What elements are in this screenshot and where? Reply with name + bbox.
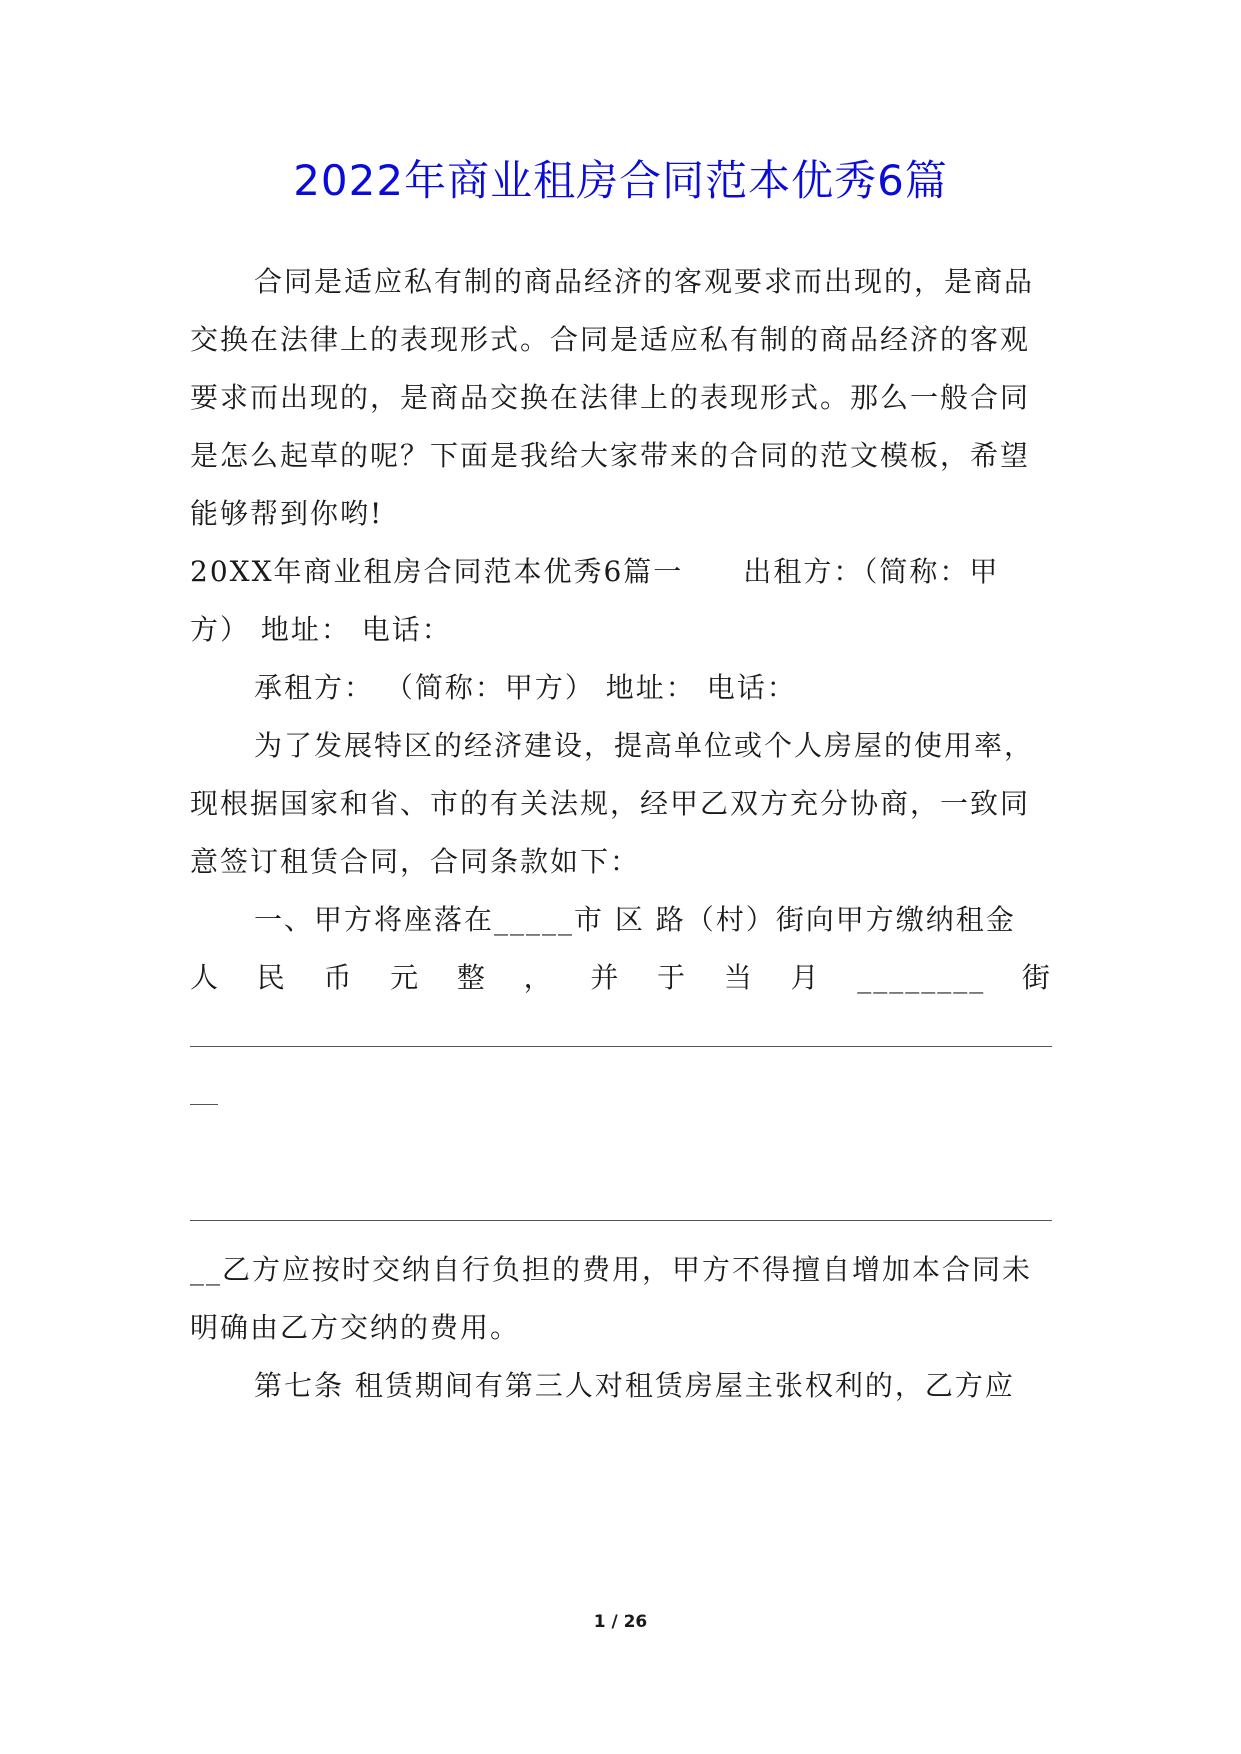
paragraph-line: 第七条 租赁期间有第三人对租赁房屋主张权利的，乙方应 — [254, 1369, 1015, 1402]
fill-in-rule-short — [190, 1104, 218, 1105]
spaced-char: 于 — [657, 961, 688, 994]
spaced-char: 整 — [456, 961, 487, 994]
spaced-char: 街 — [1021, 961, 1052, 994]
paragraph-line: 明确由乙方交纳的费用。 — [190, 1311, 521, 1344]
paragraph-line: 合同是适应私有制的商品经济的客观要求而出现的，是商品 — [254, 265, 1035, 298]
spaced-char: 民 — [256, 961, 287, 994]
paragraph-line: 意签订租赁合同，合同条款如下： — [190, 845, 641, 878]
paragraph-line: 一、甲方将座落在_____市 区 路（村）街向甲方缴纳租金 — [254, 903, 1016, 936]
spaced-paragraph-line — [190, 958, 1052, 998]
spaced-char: 月 — [790, 961, 821, 994]
spaced-char: ， — [523, 961, 554, 994]
paragraph-line: 要求而出现的，是商品交换在法律上的表现形式。那么一般合同 — [190, 381, 1031, 414]
paragraph-line: 方） 地址： 电话： — [190, 613, 452, 646]
spaced-char: 当 — [723, 961, 754, 994]
spaced-char: 并 — [590, 961, 621, 994]
page-number: 1 / 26 — [593, 1612, 648, 1632]
paragraph-line: 为了发展特区的经济建设，提高单位或个人房屋的使用率， — [254, 729, 1035, 762]
paragraph-line: 是怎么起草的呢？下面是我给大家带来的合同的范文模板，希望 — [190, 439, 1031, 472]
paragraph-line: 现根据国家和省、市的有关法规，经甲乙双方充分协商，一致同 — [190, 787, 1031, 820]
spaced-char: 元 — [390, 961, 421, 994]
paragraph-line: 交换在法律上的表现形式。合同是适应私有制的商品经济的客观 — [190, 323, 1031, 356]
section-heading-line: 20XX年商业租房合同范本优秀6篇一 出租方：（简称：甲 — [190, 555, 1000, 588]
spaced-char: 人 — [190, 961, 221, 994]
fill-in-rule — [190, 1220, 1052, 1221]
spaced-char: 币 — [323, 961, 354, 994]
fill-in-rule — [190, 1046, 1052, 1047]
paragraph-line: __乙方应按时交纳自行负担的费用，甲方不得擅自增加本合同未 — [190, 1253, 1033, 1286]
paragraph-line: 能够帮到你哟! — [190, 497, 384, 530]
paragraph-line: 承租方： （简称：甲方） 地址： 电话： — [254, 671, 797, 704]
spaced-blank: ________ — [857, 961, 986, 994]
document-title: 2022年商业租房合同范本优秀6篇 — [293, 156, 948, 205]
